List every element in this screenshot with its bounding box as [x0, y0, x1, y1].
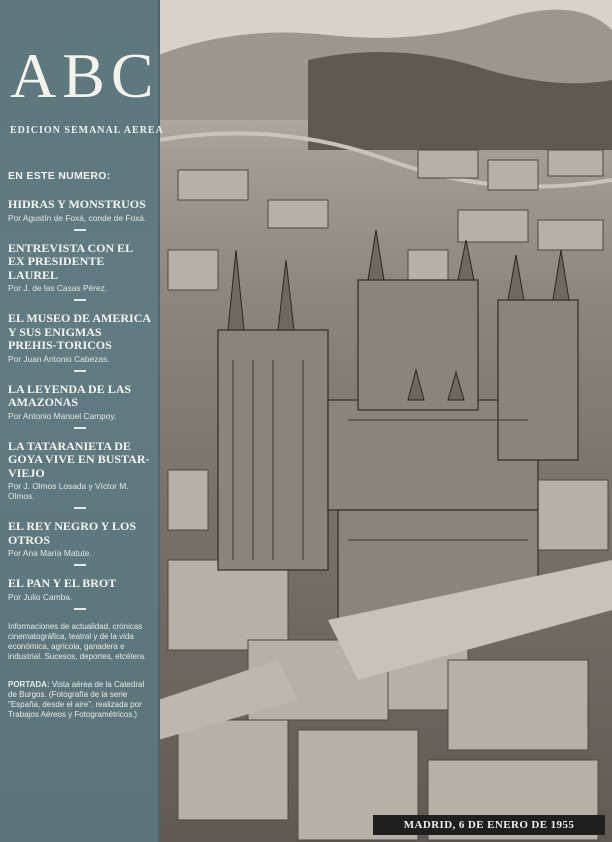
article-author: Por Antonio Manuel Campoy. — [8, 410, 117, 421]
article-author: Por Juan Antonio Cabezas. — [8, 353, 110, 364]
masthead-logo: ABC — [10, 40, 160, 111]
divider — [74, 507, 86, 509]
article-item — [8, 383, 151, 429]
divider — [74, 229, 86, 231]
divider — [74, 299, 86, 301]
cover-caption-label: PORTADA: — [8, 679, 50, 689]
article-title: LA TATARANIETA DE GOYA VIVE EN BUSTAR-VIEJO — [8, 438, 150, 480]
article-author: Por J. de las Casas Pérez. — [8, 283, 108, 293]
edition-label: EDICION SEMANAL AEREA — [10, 125, 164, 136]
divider — [74, 427, 86, 429]
article-author: Por Agustín de Foxá, conde de Foxá. — [8, 212, 147, 223]
article-item — [8, 440, 151, 510]
article-item — [8, 312, 151, 372]
issue-date: MADRID, 6 DE ENERO DE 1955 — [373, 815, 605, 835]
article-title: EL REY NEGRO Y LOS OTROS — [8, 519, 137, 547]
article-item — [8, 520, 151, 566]
misc-contents: Informaciones de actualidad, crónicas cinematográfica, teatral y de la vida económica, agrícola, ganadera e industrial. Sucesos, deportes, etcétera. — [8, 621, 147, 661]
article-title: HIDRAS Y MONSTRUOS — [8, 197, 146, 211]
article-title: EL PAN Y EL BROT — [8, 576, 117, 590]
article-title: EL MUSEO DE AMERICA Y SUS ENIGMAS PREHIS-TORICOS — [8, 311, 151, 352]
contents-heading: EN ESTE NUMERO: — [8, 170, 111, 182]
divider — [74, 564, 86, 566]
divider — [74, 608, 86, 610]
article-item — [8, 577, 151, 610]
article-item — [8, 198, 151, 231]
article-author: Por J. Olmos Losada y Víctor M. Olmos. — [8, 481, 129, 501]
article-title: ENTREVISTA CON EL EX PRESIDENTE LAUREL — [8, 240, 133, 282]
article-title: LA LEYENDA DE LAS AMAZONAS — [8, 381, 132, 409]
divider — [74, 370, 86, 372]
cover-caption-text: Vista aérea de la Catedral de Burgos. (Fotografía de la serie "España, desde el aire", realizada por Trabajos Aéreos y Fotogramétricos.) — [8, 679, 145, 719]
article-author: Por Ana María Matute. — [8, 548, 92, 558]
article-item — [8, 242, 151, 302]
article-author: Por Julio Camba. — [8, 591, 73, 602]
cover-caption — [8, 680, 151, 720]
contents-list — [8, 170, 151, 720]
